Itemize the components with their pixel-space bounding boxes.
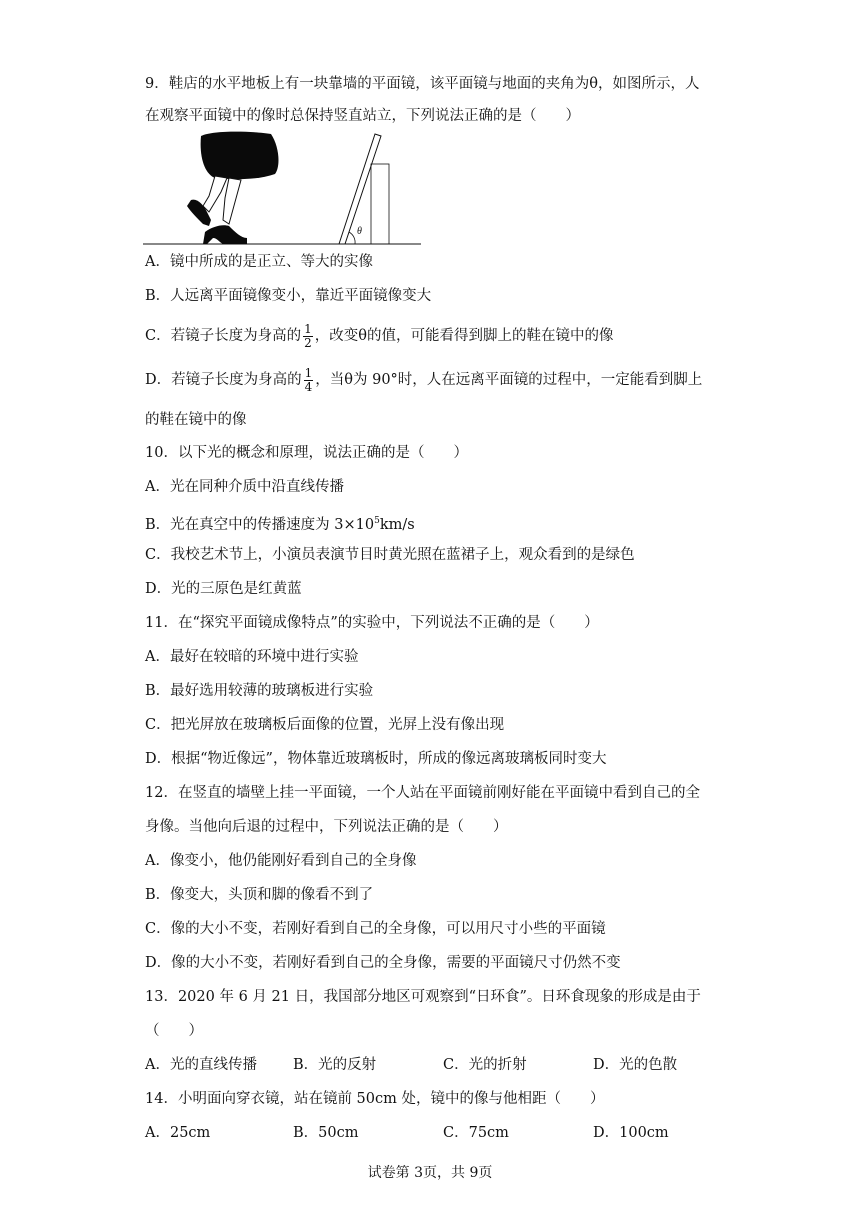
shoe-right xyxy=(203,225,247,244)
q13-option-c: C．光的折射 xyxy=(443,1057,527,1073)
fraction-numerator: 1 xyxy=(304,365,313,380)
q10-option-b-exponent: 5 xyxy=(374,516,380,526)
q9-figure xyxy=(143,128,428,253)
q13-stem-line2: （ ） xyxy=(145,1023,203,1039)
q11-stem: 11．在“探究平面镜成像特点”的实验中，下列说法不正确的是（ ） xyxy=(145,615,599,631)
angle-arc xyxy=(349,232,355,244)
leg-right xyxy=(223,178,241,224)
q10-option-b-unit: km/s xyxy=(379,516,415,533)
q13-option-b: B．光的反射 xyxy=(293,1057,377,1073)
q14-option-a: A．25cm xyxy=(145,1125,211,1141)
dress-shape xyxy=(201,132,279,180)
q9-option-d-pre: D．若镜子长度为身高的 xyxy=(145,372,302,388)
q9-option-d-line2: 的鞋在镜中的像 xyxy=(145,412,247,428)
q12-option-c: C．像的大小不变，若刚好看到自己的全身像，可以用尺寸小些的平面镜 xyxy=(145,921,606,937)
q12-option-a: A．像变小，他仍能刚好看到自己的全身像 xyxy=(145,853,417,869)
q9-option-c-pre: C．若镜子长度为身高的 xyxy=(145,328,302,344)
q14-option-c: C．75cm xyxy=(443,1125,509,1141)
q11-option-b: B．最好选用较薄的玻璃板进行实验 xyxy=(145,683,374,699)
q10-option-a: A．光在同种介质中沿直线传播 xyxy=(145,479,344,495)
q13-options xyxy=(145,1055,705,1075)
q9-option-d-post: ，当θ为 90°时，人在远离平面镜的过程中，一定能看到脚上 xyxy=(315,372,703,388)
q10-stem: 10．以下光的概念和原理，说法正确的是（ ） xyxy=(145,445,468,461)
q12-stem-line2: 身像。当他向后退的过程中，下列说法正确的是（ ） xyxy=(145,819,508,835)
mirror-back xyxy=(371,164,389,244)
q14-option-d: D．100cm xyxy=(593,1125,669,1141)
q9-option-a: A．镜中所成的是正立、等大的实像 xyxy=(145,254,373,270)
q11-option-c: C．把光屏放在玻璃板后面像的位置，光屏上没有像出现 xyxy=(145,717,505,733)
q14-options xyxy=(145,1123,705,1143)
q13-stem-line1: 13．2020 年 6 月 21 日，我国部分地区可观察到“日环食”。日环食现象的形成是由于 xyxy=(145,989,701,1005)
q14-stem: 14．小明面向穿衣镜，站在镜前 50cm 处，镜中的像与他相距（ ） xyxy=(145,1091,605,1107)
q12-option-b: B．像变大，头顶和脚的像看不到了 xyxy=(145,887,374,903)
q13-option-d: D．光的色散 xyxy=(593,1057,678,1073)
q11-option-a: A．最好在较暗的环境中进行实验 xyxy=(145,649,359,665)
q10-option-b xyxy=(145,511,415,535)
fraction-denominator: 2 xyxy=(304,335,312,350)
q9-option-c xyxy=(145,322,613,350)
q9-stem-line2: 在观察平面镜中的像时总保持竖直站立，下列说法正确的是（ ） xyxy=(145,108,580,124)
fraction-denominator: 4 xyxy=(304,379,313,394)
fraction-one-quarter xyxy=(304,367,314,394)
q12-stem-line1: 12．在竖直的墙壁上挂一平面镜，一个人站在平面镜前刚好能在平面镜中看到自己的全 xyxy=(145,785,700,801)
q9-stem-line1: 9．鞋店的水平地板上有一块靠墙的平面镜，该平面镜与地面的夹角为θ，如图所示，人 xyxy=(145,76,700,92)
q10-option-d: D．光的三原色是红黄蓝 xyxy=(145,581,302,597)
page-footer: 试卷第 3页，共 9页 xyxy=(367,1165,493,1181)
angle-label: θ xyxy=(357,226,362,237)
fraction-one-half xyxy=(303,323,313,350)
q11-option-d: D．根据“物近像远”，物体靠近玻璃板时，所成的像远离玻璃板同时变大 xyxy=(145,751,607,767)
q9-option-d xyxy=(145,366,702,394)
q12-option-d: D．像的大小不变，若刚好看到自己的全身像，需要的平面镜尺寸仍然不变 xyxy=(145,955,621,971)
q9-option-b: B．人远离平面镜像变小，靠近平面镜像变大 xyxy=(145,288,432,304)
q10-option-b-pre: B．光在真空中的传播速度为 3×10 xyxy=(145,516,375,533)
leg-left xyxy=(203,176,227,212)
q13-option-a: A．光的直线传播 xyxy=(145,1057,257,1073)
q14-option-b: B．50cm xyxy=(293,1125,359,1141)
q9-option-c-post: ，改变θ的值，可能看得到脚上的鞋在镜中的像 xyxy=(314,328,614,344)
q10-option-c: C．我校艺术节上，小演员表演节目时黄光照在蓝裙子上，观众看到的是绿色 xyxy=(145,547,635,563)
fraction-numerator: 1 xyxy=(304,321,312,336)
